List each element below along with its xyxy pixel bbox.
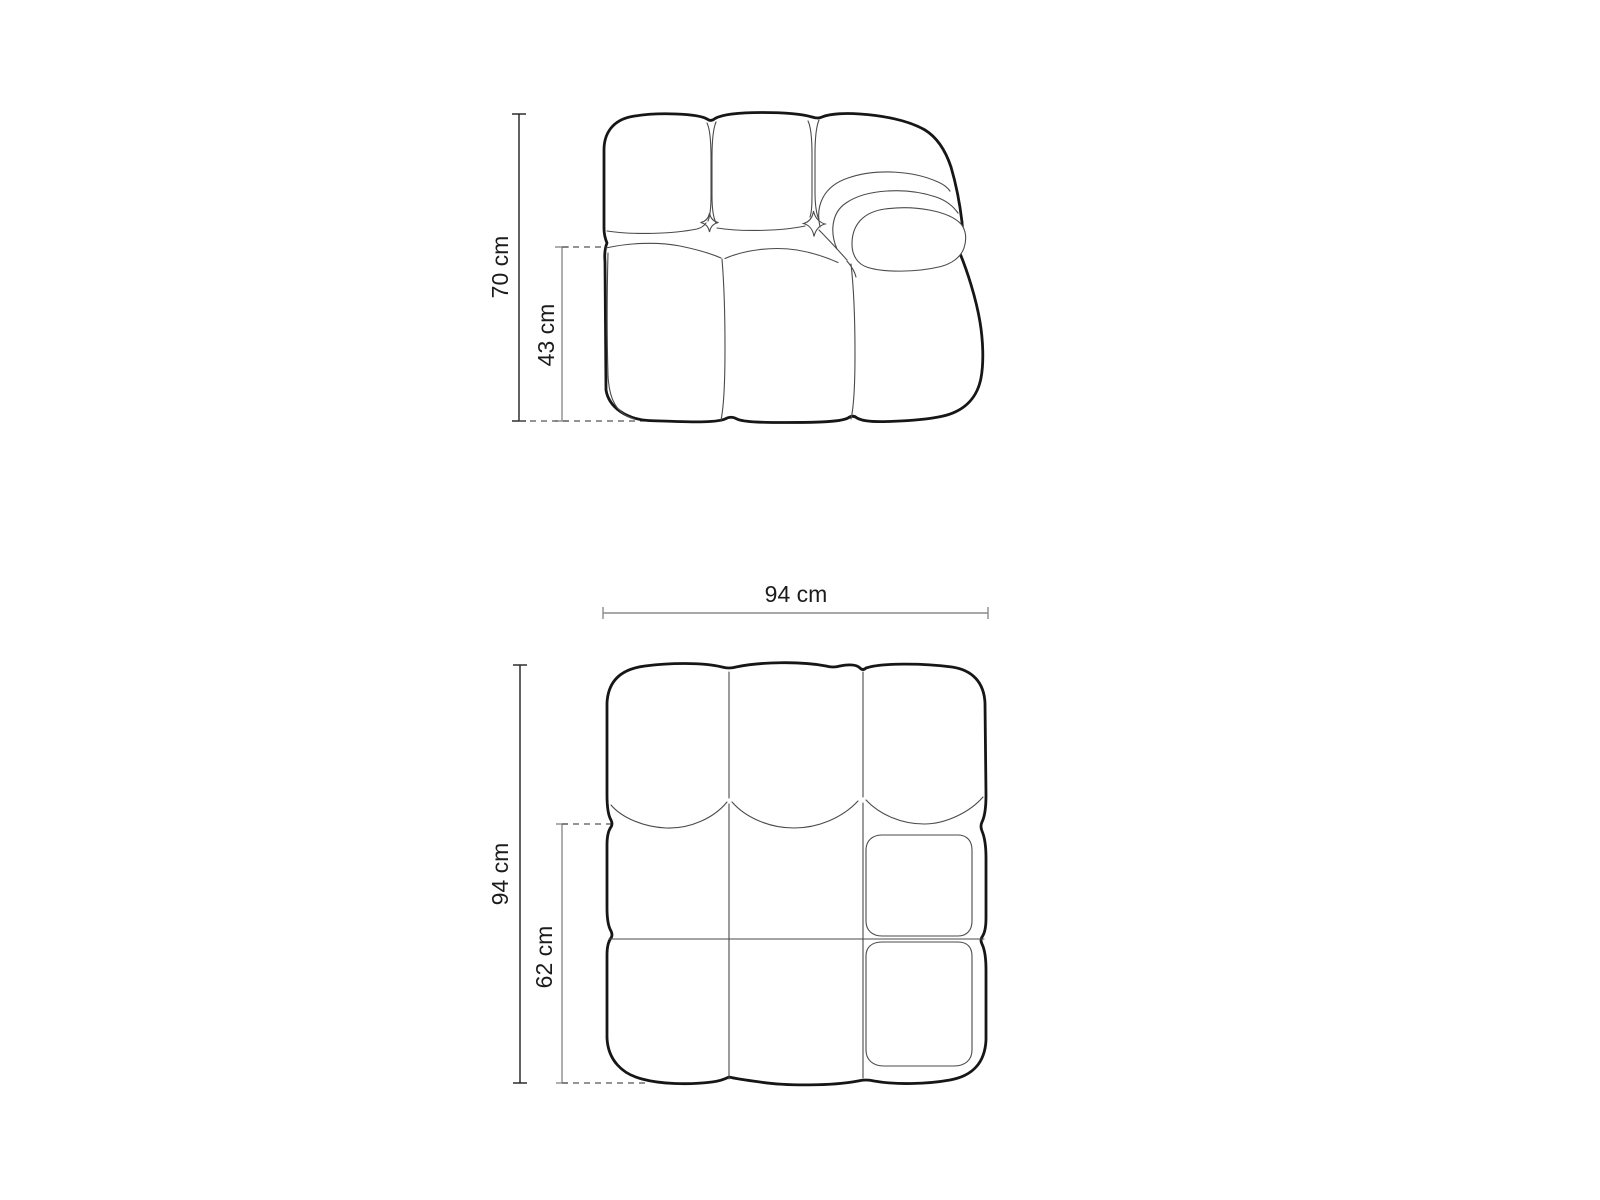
- top-seat-depth-label: 62 cm: [531, 925, 557, 989]
- top-sofa-outline: [607, 663, 986, 1085]
- front-seat-height-label: 43 cm: [533, 303, 559, 367]
- front-view-drawing: [487, 113, 983, 423]
- top-width-label: 94 cm: [764, 581, 828, 607]
- top-seat-depth-dimension: [556, 824, 568, 1083]
- top-view-drawing: [487, 581, 988, 1085]
- top-sofa-outline-path: [607, 663, 986, 1085]
- armrest-front-roll: [852, 208, 966, 271]
- front-height-dimension: [512, 114, 526, 421]
- top-depth-dimension: [513, 665, 527, 1083]
- front-height-label: 70 cm: [487, 235, 513, 299]
- top-depth-label: 94 cm: [487, 842, 513, 906]
- top-width-dimension: [603, 607, 988, 619]
